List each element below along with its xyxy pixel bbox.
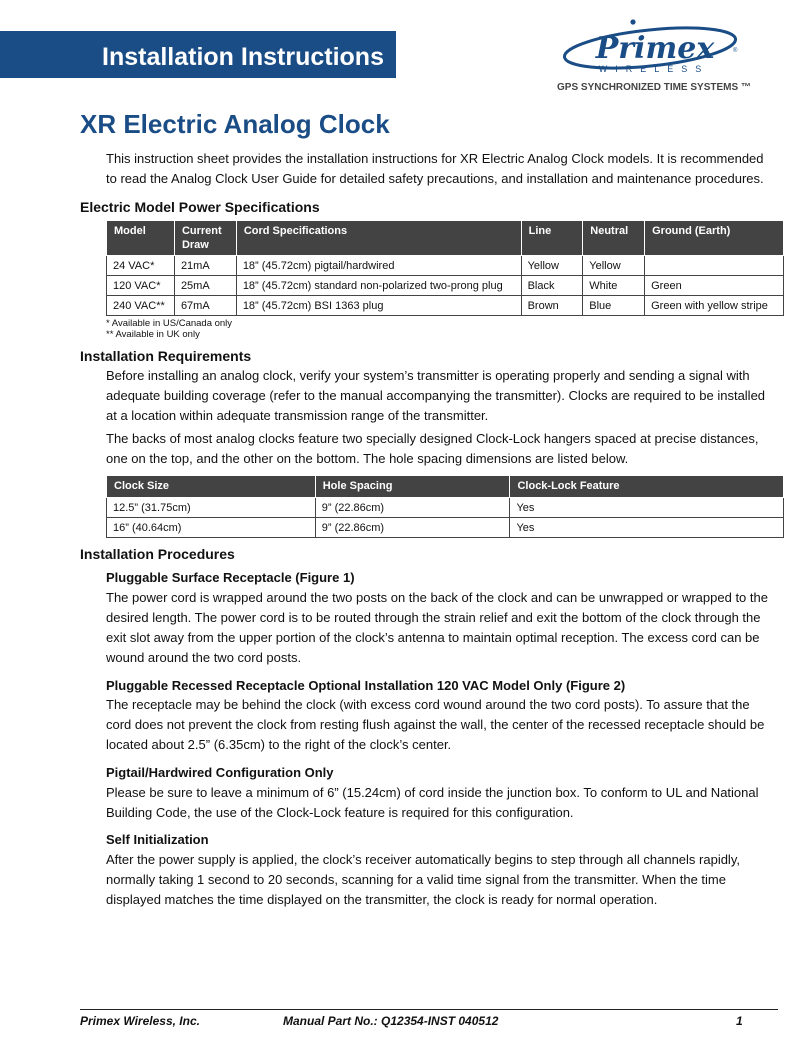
header-current-draw: Current Draw bbox=[174, 221, 236, 256]
recessed-receptacle-body: The receptacle may be behind the clock (with excess cord wound around the two cord posts). To assure that the cord does not prevent the clock from resting flush against the wall, the center of the recessed receptacle should be located about 2.5” (6.35cm) to the right of the clock’s center. bbox=[106, 697, 765, 752]
cell: White bbox=[583, 276, 645, 296]
footer-part-number: Manual Part No.: Q12354-INST 040512 bbox=[283, 1014, 499, 1028]
header-clock-lock: Clock-Lock Feature bbox=[510, 476, 784, 498]
header-hole-spacing: Hole Spacing bbox=[315, 476, 510, 498]
power-specs-heading: Electric Model Power Specifications bbox=[80, 199, 320, 215]
footer-page-number: 1 bbox=[736, 1014, 743, 1028]
cell: 18” (45.72cm) BSI 1363 plug bbox=[236, 296, 521, 316]
svg-text:GPS SYNCHRONIZED TIME SYSTEMS: GPS SYNCHRONIZED TIME SYSTEMS ™ bbox=[557, 82, 751, 93]
surface-receptacle-body: The power cord is wrapped around the two posts on the back of the clock and can be unwrapped or wrapped to the desired length. The power cord is to be routed through the strain relief and exit the bottom of the clock through the exit slot away from the upper portion of the clock’s antenna to maintain optimal reception. The excess cord can be wound around the two cord posts. bbox=[106, 590, 768, 665]
cell: Yes bbox=[510, 518, 784, 538]
cell: 12.5” (31.75cm) bbox=[107, 498, 316, 518]
table-row bbox=[107, 276, 784, 296]
availability-notes bbox=[106, 318, 232, 340]
cell: Yellow bbox=[521, 256, 583, 276]
header-cord-spec: Cord Specifications bbox=[236, 221, 521, 256]
page-title: XR Electric Analog Clock bbox=[80, 109, 390, 139]
note-uk: ** Available in UK only bbox=[106, 329, 200, 340]
cell: Brown bbox=[521, 296, 583, 316]
header-model: Model bbox=[107, 221, 175, 256]
cell: 9” (22.86cm) bbox=[315, 518, 510, 538]
pigtail-heading: Pigtail/Hardwired Configuration Only bbox=[106, 765, 334, 780]
footer-divider bbox=[80, 1009, 778, 1010]
cell: 120 VAC* bbox=[107, 276, 175, 296]
self-init-body: After the power supply is applied, the clock’s receiver automatically begins to step through all channels rapidly, normally taking 1 second to 20 seconds, scanning for a valid time signal from the transmitter. When the time displayed matches the time displayed on the transmitter, the clock is ready for normal operation. bbox=[106, 852, 740, 907]
cell: 24 VAC* bbox=[107, 256, 175, 276]
requirements-paragraph-2: The backs of most analog clocks feature two specially designed Clock-Lock hangers spaced at precise distances, one on the top, and the other on the bottom. The hole spacing dimensions are listed below. bbox=[106, 431, 759, 466]
procedures-heading: Installation Procedures bbox=[80, 546, 235, 562]
power-specs-table bbox=[106, 220, 784, 316]
cell: Black bbox=[521, 276, 583, 296]
svg-text:WIRELESS: WIRELESS bbox=[598, 64, 710, 74]
table-row bbox=[107, 498, 784, 518]
intro-paragraph: This instruction sheet provides the installation instructions for XR Electric Analog Clock models. It is recommended to read the Analog Clock User Guide for detailed safety precautions, and installation and maintenance procedures. bbox=[106, 151, 764, 186]
cell: 25mA bbox=[174, 276, 236, 296]
self-init-heading: Self Initialization bbox=[106, 832, 209, 847]
header-neutral: Neutral bbox=[583, 221, 645, 256]
recessed-receptacle-heading: Pluggable Recessed Receptacle Optional Installation 120 VAC Model Only (Figure 2) bbox=[106, 678, 626, 693]
table-row bbox=[107, 256, 784, 276]
table-row bbox=[107, 518, 784, 538]
cell: 18” (45.72cm) pigtail/hardwired bbox=[236, 256, 521, 276]
header-line: Line bbox=[521, 221, 583, 256]
cell: Green with yellow stripe bbox=[645, 296, 784, 316]
cell: 240 VAC** bbox=[107, 296, 175, 316]
note-us-canada: * Available in US/Canada only bbox=[106, 318, 233, 329]
hole-table-header bbox=[107, 476, 784, 498]
hole-spacing-table bbox=[106, 475, 784, 538]
cell: Blue bbox=[583, 296, 645, 316]
cell bbox=[645, 256, 784, 276]
primex-logo bbox=[530, 18, 770, 96]
svg-text:Primex: Primex bbox=[595, 31, 715, 66]
cell: 16” (40.64cm) bbox=[107, 518, 316, 538]
banner-title: Installation Instructions bbox=[102, 43, 384, 71]
cell: 9” (22.86cm) bbox=[315, 498, 510, 518]
header-clock-size: Clock Size bbox=[107, 476, 316, 498]
pigtail-body: Please be sure to leave a minimum of 6” (15.24cm) of cord inside the junction box. To conform to UL and National Building Code, the use of the Clock-Lock feature is required for this configuration. bbox=[106, 785, 759, 820]
cell: 67mA bbox=[174, 296, 236, 316]
surface-receptacle-heading: Pluggable Surface Receptacle (Figure 1) bbox=[106, 570, 355, 585]
cell: Yes bbox=[510, 498, 784, 518]
cell: Green bbox=[645, 276, 784, 296]
cell: Yellow bbox=[583, 256, 645, 276]
cell: 18” (45.72cm) standard non-polarized two-prong plug bbox=[236, 276, 521, 296]
requirements-heading: Installation Requirements bbox=[80, 348, 252, 364]
header-ground: Ground (Earth) bbox=[645, 221, 784, 256]
footer-company: Primex Wireless, Inc. bbox=[80, 1014, 200, 1028]
power-table-header bbox=[107, 221, 784, 256]
table-row bbox=[107, 296, 784, 316]
svg-text:®: ® bbox=[733, 48, 738, 54]
cell: 21mA bbox=[174, 256, 236, 276]
requirements-paragraph-1: Before installing an analog clock, verify your system’s transmitter is operating properly and sending a signal with adequate building coverage (refer to the manual accompanying the transmitter). Clocks are required to be installed at a location within adequate transmission range of the transmitter. bbox=[106, 368, 766, 423]
